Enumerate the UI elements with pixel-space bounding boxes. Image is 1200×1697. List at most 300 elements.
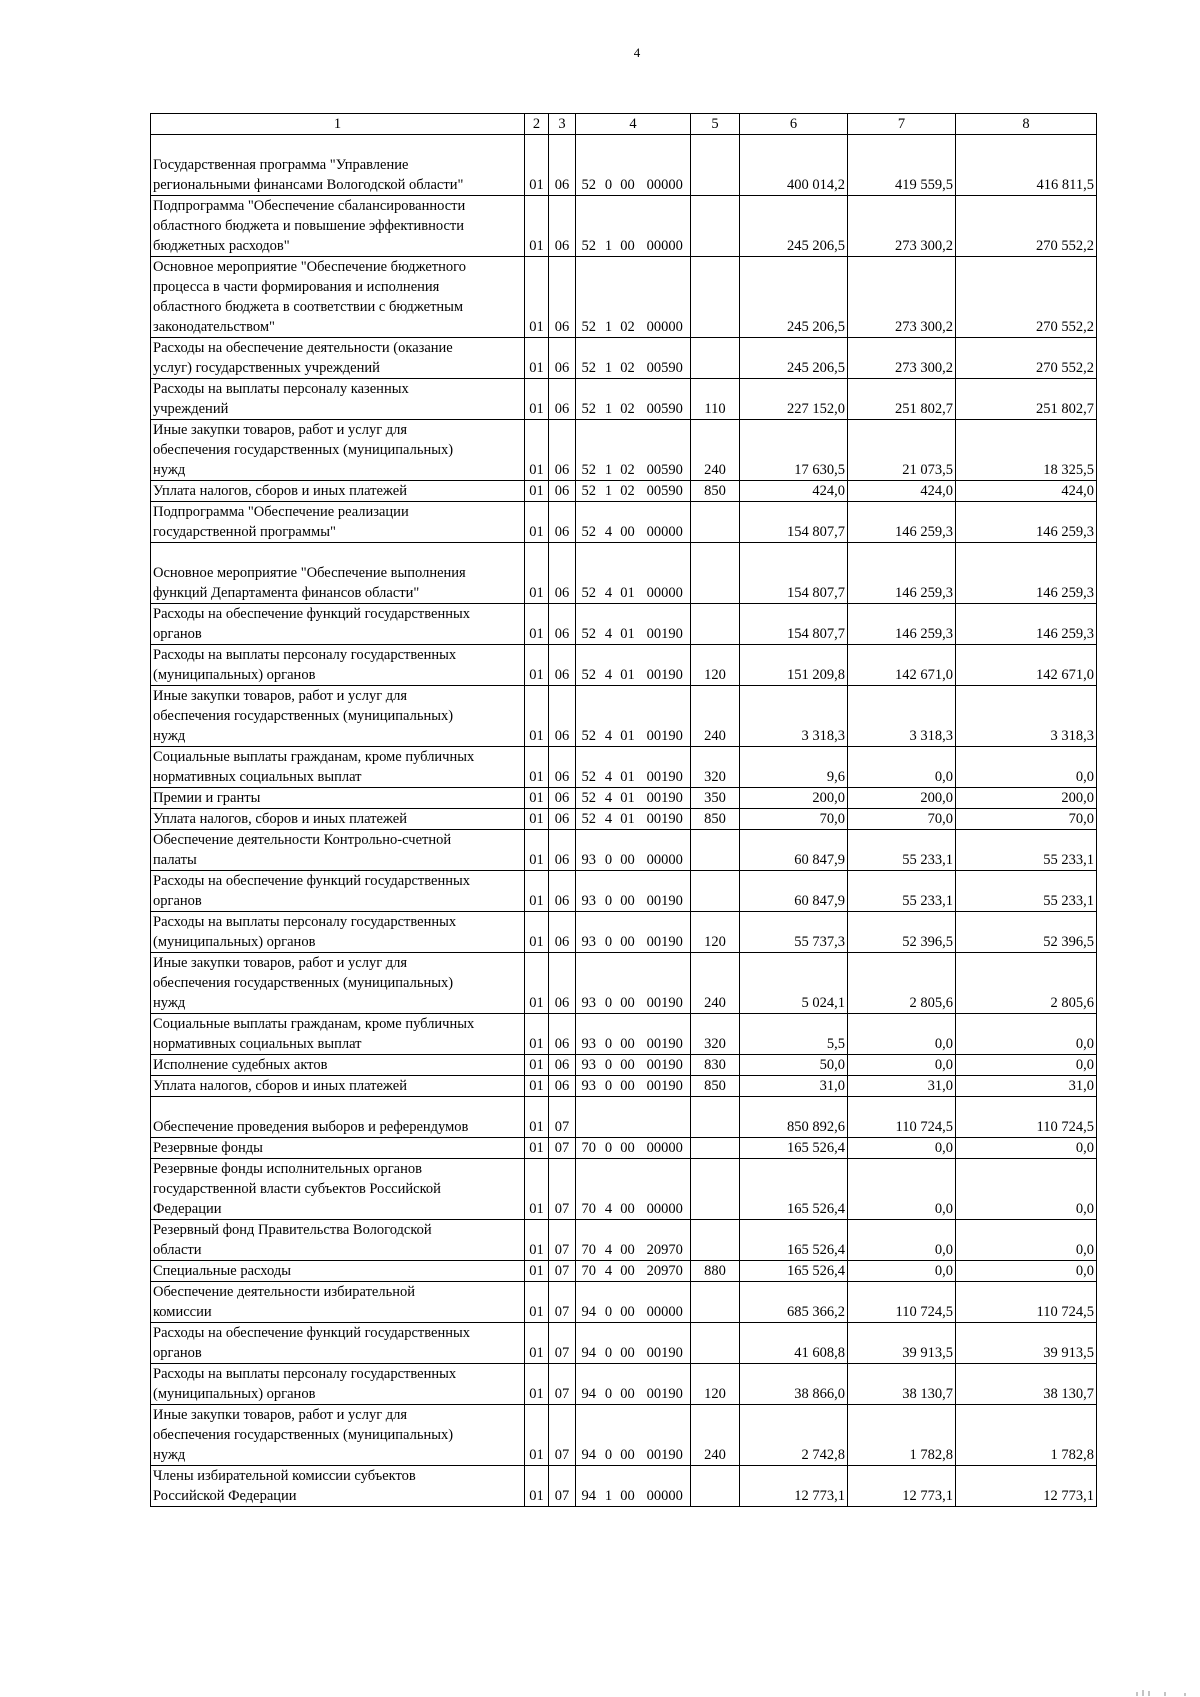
- col-subsection: 06: [549, 830, 576, 871]
- col-amount-7: 200,0: [848, 788, 956, 809]
- col-target-code-part: 94: [576, 1323, 602, 1364]
- row-name: [151, 338, 525, 379]
- col-amount-7: 110 724,5: [848, 1282, 956, 1323]
- col-target-code-part: 93: [576, 953, 602, 1014]
- col-expense-type: 850: [691, 809, 740, 830]
- col-section: 01: [525, 912, 549, 953]
- col-subsection: 06: [549, 1014, 576, 1055]
- col-target-code-part: 00: [616, 1323, 640, 1364]
- col-target-code-part: 4: [602, 686, 616, 747]
- table-row: [151, 420, 1097, 481]
- col-subsection: 06: [549, 196, 576, 257]
- row-name-line: Уплата налогов, сборов и иных платежей: [153, 811, 407, 827]
- col-section: 01: [525, 1076, 549, 1097]
- col-amount-8: 12 773,1: [956, 1466, 1097, 1507]
- col-target-code-part: 00: [616, 1466, 640, 1507]
- col-target-code-part: 52: [576, 379, 602, 420]
- col-target-code-part: 20970: [640, 1220, 691, 1261]
- col-expense-type: 110: [691, 379, 740, 420]
- col-amount-6: 245 206,5: [740, 338, 848, 379]
- col-expense-type: 880: [691, 1261, 740, 1282]
- table-row: [151, 257, 1097, 338]
- col-section: 01: [525, 1159, 549, 1220]
- col-expense-type: [691, 871, 740, 912]
- col-expense-type: [691, 338, 740, 379]
- col-target-code-part: 00190: [640, 1364, 691, 1405]
- row-name-line: Иные закупки товаров, работ и услуг для: [153, 1407, 408, 1423]
- col-target-code-part: 0: [602, 1282, 616, 1323]
- col-target-code-part: 52: [576, 196, 602, 257]
- col-amount-6: 5,5: [740, 1014, 848, 1055]
- col-amount-6: 12 773,1: [740, 1466, 848, 1507]
- table-row: [151, 1076, 1097, 1097]
- row-name-line: функций Департамента финансов области": [153, 585, 420, 601]
- row-name-line: Расходы на выплаты персоналу государственных: [153, 914, 457, 930]
- col-target-code-part: 00190: [640, 788, 691, 809]
- row-name: [151, 1159, 525, 1220]
- col-amount-8: 39 913,5: [956, 1323, 1097, 1364]
- col-subsection: 06: [549, 379, 576, 420]
- col-expense-type: 240: [691, 686, 740, 747]
- row-name-line: (муниципальных) органов: [153, 934, 316, 950]
- col-expense-type: [691, 257, 740, 338]
- row-name-line: Расходы на обеспечение функций государственных: [153, 606, 470, 622]
- row-name-line: государственной программы": [153, 524, 336, 540]
- table-row: [151, 1282, 1097, 1323]
- col-subsection: 06: [549, 686, 576, 747]
- col-target-code-part: 00: [616, 1282, 640, 1323]
- row-name: [151, 1466, 525, 1507]
- col-amount-8: 55 233,1: [956, 871, 1097, 912]
- row-name-line: нужд: [153, 462, 186, 478]
- row-name: [151, 135, 525, 196]
- col-target-code-part: 20970: [640, 1261, 691, 1282]
- row-name: [151, 809, 525, 830]
- col-target-code-part: 00000: [640, 1466, 691, 1507]
- col-target-code-part: 4: [602, 747, 616, 788]
- col-expense-type: [691, 1159, 740, 1220]
- col-amount-8: 110 724,5: [956, 1097, 1097, 1138]
- col-target-code-part: 0: [602, 953, 616, 1014]
- table-row: [151, 809, 1097, 830]
- col-section: 01: [525, 257, 549, 338]
- row-name: [151, 871, 525, 912]
- col-subsection: 06: [549, 502, 576, 543]
- col-subsection: 06: [549, 1055, 576, 1076]
- col-amount-8: 270 552,2: [956, 257, 1097, 338]
- col-subsection: 06: [549, 912, 576, 953]
- col-target-code-part: 00590: [640, 420, 691, 481]
- col-section: 01: [525, 747, 549, 788]
- col-amount-6: 850 892,6: [740, 1097, 848, 1138]
- col-expense-type: [691, 1466, 740, 1507]
- row-name-line: нужд: [153, 728, 186, 744]
- col-target-code-part: 52: [576, 257, 602, 338]
- row-name-line: нужд: [153, 995, 186, 1011]
- col-amount-8: 0,0: [956, 1138, 1097, 1159]
- col-section: 01: [525, 809, 549, 830]
- col-subsection: 07: [549, 1220, 576, 1261]
- col-target-code-part: 70: [576, 1138, 602, 1159]
- row-name-line: Резервный фонд Правительства Вологодской: [153, 1222, 432, 1238]
- table-row: [151, 1405, 1097, 1466]
- col-section: 01: [525, 604, 549, 645]
- row-name: [151, 379, 525, 420]
- col-section: 01: [525, 481, 549, 502]
- col-subsection: 06: [549, 645, 576, 686]
- col-amount-7: 273 300,2: [848, 196, 956, 257]
- row-name-line: Обеспечение деятельности Контрольно-счетной: [153, 832, 452, 848]
- col-amount-7: 146 259,3: [848, 604, 956, 645]
- col-section: 01: [525, 135, 549, 196]
- table-row: [151, 1261, 1097, 1282]
- col-amount-7: 146 259,3: [848, 543, 956, 604]
- table-row: [151, 747, 1097, 788]
- col-subsection: 06: [549, 871, 576, 912]
- col-target-code-part: 52: [576, 747, 602, 788]
- col-amount-7: 12 773,1: [848, 1466, 956, 1507]
- col-expense-type: [691, 830, 740, 871]
- col-target-code-part: 0: [602, 1323, 616, 1364]
- col-amount-8: 0,0: [956, 1159, 1097, 1220]
- col-target-code-part: 0: [602, 1405, 616, 1466]
- col-expense-type: 850: [691, 481, 740, 502]
- col-amount-7: 0,0: [848, 1159, 956, 1220]
- row-name-line: Иные закупки товаров, работ и услуг для: [153, 422, 408, 438]
- col-amount-6: 31,0: [740, 1076, 848, 1097]
- col-target-code-part: 00: [616, 1261, 640, 1282]
- col-amount-7: 424,0: [848, 481, 956, 502]
- col-amount-7: 146 259,3: [848, 502, 956, 543]
- col-target-code-part: 01: [616, 645, 640, 686]
- col-target-code-part: 00: [616, 502, 640, 543]
- col-amount-6: 165 526,4: [740, 1261, 848, 1282]
- col-expense-type: 850: [691, 1076, 740, 1097]
- col-target-code-part: 52: [576, 338, 602, 379]
- col-target-code-part: 0: [602, 1055, 616, 1076]
- row-name-line: Федерации: [153, 1201, 222, 1217]
- col-target-code-part: 00: [616, 1159, 640, 1220]
- col-amount-6: 245 206,5: [740, 196, 848, 257]
- col-target-code-part: 0: [602, 912, 616, 953]
- col-subsection: 07: [549, 1323, 576, 1364]
- col-target-code-part: 00: [616, 1364, 640, 1405]
- row-name-line: органов: [153, 626, 202, 642]
- col-target-code-part: 00: [616, 1055, 640, 1076]
- row-name-line: региональными финансами Вологодской области": [153, 177, 464, 193]
- col-target-code-part: 01: [616, 686, 640, 747]
- col-amount-7: 70,0: [848, 809, 956, 830]
- col-target-code-part: 00190: [640, 686, 691, 747]
- col-amount-8: 0,0: [956, 1055, 1097, 1076]
- col-target-code-part: [602, 1097, 616, 1138]
- row-name: [151, 1282, 525, 1323]
- col-section: 01: [525, 1055, 549, 1076]
- table-row: [151, 686, 1097, 747]
- row-name-line: Расходы на выплаты персоналу государственных: [153, 647, 457, 663]
- col-target-code-part: 02: [616, 338, 640, 379]
- col-amount-8: 270 552,2: [956, 196, 1097, 257]
- col-target-code-part: 4: [602, 1261, 616, 1282]
- col-expense-type: 350: [691, 788, 740, 809]
- col-target-code-part: 00000: [640, 257, 691, 338]
- row-name-line: Обеспечение проведения выборов и референдумов: [153, 1119, 469, 1135]
- col-amount-6: 2 742,8: [740, 1405, 848, 1466]
- col-target-code-part: 00000: [640, 1138, 691, 1159]
- col-expense-type: [691, 1220, 740, 1261]
- col-amount-6: 17 630,5: [740, 420, 848, 481]
- row-name-line: Социальные выплаты гражданам, кроме публичных: [153, 749, 475, 765]
- col-amount-8: 0,0: [956, 747, 1097, 788]
- row-name-line: [153, 1097, 522, 1117]
- col-target-code-part: 01: [616, 747, 640, 788]
- col-amount-7: 2 805,6: [848, 953, 956, 1014]
- col-target-code-part: 4: [602, 788, 616, 809]
- row-name-line: процесса в части формирования и исполнения: [153, 279, 440, 295]
- col-amount-8: 70,0: [956, 809, 1097, 830]
- col-target-code-part: 94: [576, 1466, 602, 1507]
- row-name-line: Подпрограмма "Обеспечение реализации: [153, 504, 409, 520]
- col-target-code-part: 52: [576, 543, 602, 604]
- col-subsection: 06: [549, 543, 576, 604]
- col-target-code-part: 52: [576, 420, 602, 481]
- table-row: [151, 196, 1097, 257]
- col-target-code-part: 00190: [640, 1014, 691, 1055]
- table-row: [151, 1364, 1097, 1405]
- col-amount-6: 685 366,2: [740, 1282, 848, 1323]
- col-expense-type: 120: [691, 645, 740, 686]
- header-col-7: 7: [848, 114, 956, 135]
- col-target-code-part: 4: [602, 1220, 616, 1261]
- col-amount-7: 0,0: [848, 1055, 956, 1076]
- col-subsection: 07: [549, 1364, 576, 1405]
- col-target-code-part: 01: [616, 604, 640, 645]
- row-name: [151, 196, 525, 257]
- col-amount-7: 55 233,1: [848, 830, 956, 871]
- col-target-code-part: 52: [576, 809, 602, 830]
- col-amount-6: 165 526,4: [740, 1220, 848, 1261]
- col-section: 01: [525, 1220, 549, 1261]
- row-name-line: Резервные фонды исполнительных органов: [153, 1161, 422, 1177]
- col-target-code-part: 70: [576, 1159, 602, 1220]
- row-name-line: нужд: [153, 1447, 186, 1463]
- row-name-line: Расходы на обеспечение функций государственных: [153, 1325, 470, 1341]
- col-section: 01: [525, 953, 549, 1014]
- row-name-line: областного бюджета в соответствии с бюджетным: [153, 299, 464, 315]
- table-row: [151, 379, 1097, 420]
- col-expense-type: [691, 543, 740, 604]
- col-amount-6: 154 807,7: [740, 604, 848, 645]
- col-amount-8: 1 782,8: [956, 1405, 1097, 1466]
- col-amount-7: 0,0: [848, 1261, 956, 1282]
- col-amount-8: 18 325,5: [956, 420, 1097, 481]
- col-target-code-part: 00590: [640, 481, 691, 502]
- col-amount-6: 70,0: [740, 809, 848, 830]
- row-name-line: [153, 135, 522, 155]
- col-subsection: 07: [549, 1097, 576, 1138]
- col-target-code-part: 1: [602, 481, 616, 502]
- header-col-1: 1: [151, 114, 525, 135]
- col-subsection: 06: [549, 481, 576, 502]
- col-amount-6: 154 807,7: [740, 502, 848, 543]
- col-target-code-part: 0: [602, 1364, 616, 1405]
- col-target-code-part: 00: [616, 196, 640, 257]
- row-name: [151, 502, 525, 543]
- header-col-2: 2: [525, 114, 549, 135]
- row-name: [151, 1055, 525, 1076]
- row-name-line: области: [153, 1242, 202, 1258]
- col-target-code-part: 0: [602, 1076, 616, 1097]
- row-name: [151, 1323, 525, 1364]
- col-amount-6: 5 024,1: [740, 953, 848, 1014]
- row-name: [151, 747, 525, 788]
- row-name-line: Подпрограмма "Обеспечение сбалансированности: [153, 198, 466, 214]
- col-target-code-part: 93: [576, 912, 602, 953]
- row-name-line: палаты: [153, 852, 197, 868]
- row-name-line: [153, 543, 522, 563]
- col-target-code-part: 00: [616, 1014, 640, 1055]
- col-amount-7: 110 724,5: [848, 1097, 956, 1138]
- row-name-line: (муниципальных) органов: [153, 1386, 316, 1402]
- row-name: [151, 604, 525, 645]
- col-target-code-part: 4: [602, 502, 616, 543]
- table-row: [151, 338, 1097, 379]
- col-amount-7: 3 318,3: [848, 686, 956, 747]
- col-expense-type: 830: [691, 1055, 740, 1076]
- col-target-code-part: 00: [616, 1405, 640, 1466]
- col-target-code-part: 01: [616, 788, 640, 809]
- col-target-code-part: 70: [576, 1220, 602, 1261]
- col-target-code-part: 0: [602, 1014, 616, 1055]
- row-name-line: Резервные фонды: [153, 1140, 263, 1156]
- col-amount-8: 200,0: [956, 788, 1097, 809]
- row-name: [151, 645, 525, 686]
- col-target-code-part: 02: [616, 379, 640, 420]
- col-amount-7: 0,0: [848, 1220, 956, 1261]
- row-name-line: Иные закупки товаров, работ и услуг для: [153, 955, 408, 971]
- row-name: [151, 420, 525, 481]
- row-name-line: обеспечения государственных (муниципальных): [153, 1427, 454, 1443]
- col-target-code-part: 1: [602, 420, 616, 481]
- col-amount-7: 251 802,7: [848, 379, 956, 420]
- col-expense-type: [691, 135, 740, 196]
- col-amount-8: 146 259,3: [956, 543, 1097, 604]
- col-target-code-part: 94: [576, 1364, 602, 1405]
- col-expense-type: [691, 1138, 740, 1159]
- col-amount-6: 38 866,0: [740, 1364, 848, 1405]
- col-amount-7: 0,0: [848, 747, 956, 788]
- page-number: 4: [633, 45, 641, 60]
- row-name-line: государственной власти субъектов Российской: [153, 1181, 441, 1197]
- col-amount-7: 39 913,5: [848, 1323, 956, 1364]
- table-row: [151, 912, 1097, 953]
- row-name-line: Специальные расходы: [153, 1263, 291, 1279]
- col-target-code-part: 00590: [640, 338, 691, 379]
- col-amount-8: 0,0: [956, 1220, 1097, 1261]
- col-amount-6: 154 807,7: [740, 543, 848, 604]
- col-expense-type: [691, 196, 740, 257]
- col-target-code-part: 00000: [640, 135, 691, 196]
- col-expense-type: [691, 604, 740, 645]
- col-section: 01: [525, 1364, 549, 1405]
- row-name-line: органов: [153, 893, 202, 909]
- col-amount-6: 245 206,5: [740, 257, 848, 338]
- col-amount-7: 31,0: [848, 1076, 956, 1097]
- col-amount-6: 165 526,4: [740, 1138, 848, 1159]
- row-name-line: Расходы на обеспечение деятельности (оказание: [153, 340, 453, 356]
- col-amount-6: 41 608,8: [740, 1323, 848, 1364]
- col-section: 01: [525, 1405, 549, 1466]
- table-row: [151, 1097, 1097, 1138]
- row-name-line: услуг) государственных учреждений: [153, 360, 380, 376]
- header-col-3: 3: [549, 114, 576, 135]
- col-section: 01: [525, 1014, 549, 1055]
- col-section: 01: [525, 1097, 549, 1138]
- col-target-code-part: 00190: [640, 953, 691, 1014]
- col-subsection: 06: [549, 747, 576, 788]
- col-amount-7: 0,0: [848, 1138, 956, 1159]
- col-subsection: 06: [549, 135, 576, 196]
- budget-table: [150, 113, 1097, 1507]
- row-name-line: комиссии: [153, 1304, 212, 1320]
- row-name-line: Расходы на обеспечение функций государственных: [153, 873, 470, 889]
- col-section: 01: [525, 502, 549, 543]
- col-amount-8: 251 802,7: [956, 379, 1097, 420]
- row-name-line: органов: [153, 1345, 202, 1361]
- col-section: 01: [525, 1323, 549, 1364]
- table-row: [151, 871, 1097, 912]
- col-amount-7: 52 396,5: [848, 912, 956, 953]
- col-target-code-part: 00000: [640, 1282, 691, 1323]
- col-target-code-part: 52: [576, 788, 602, 809]
- col-target-code-part: 52: [576, 481, 602, 502]
- row-name-line: Основное мероприятие "Обеспечение бюджетного: [153, 259, 466, 275]
- col-amount-8: 0,0: [956, 1261, 1097, 1282]
- col-amount-7: 273 300,2: [848, 257, 956, 338]
- col-target-code-part: 00190: [640, 1055, 691, 1076]
- col-section: 01: [525, 338, 549, 379]
- col-target-code-part: 4: [602, 1159, 616, 1220]
- col-section: 01: [525, 686, 549, 747]
- table-row: [151, 1014, 1097, 1055]
- row-name-line: Российской Федерации: [153, 1488, 297, 1504]
- row-name-line: (муниципальных) органов: [153, 667, 316, 683]
- col-target-code-part: 52: [576, 645, 602, 686]
- col-subsection: 07: [549, 1261, 576, 1282]
- col-target-code-part: 02: [616, 481, 640, 502]
- col-target-code-part: 00000: [640, 1159, 691, 1220]
- col-section: 01: [525, 1282, 549, 1323]
- col-target-code-part: 00190: [640, 1323, 691, 1364]
- col-amount-6: 55 737,3: [740, 912, 848, 953]
- col-target-code-part: 93: [576, 1076, 602, 1097]
- col-amount-8: 270 552,2: [956, 338, 1097, 379]
- row-name-line: нормативных социальных выплат: [153, 769, 362, 785]
- row-name-line: законодательством": [153, 319, 275, 335]
- col-amount-7: 142 671,0: [848, 645, 956, 686]
- col-subsection: 07: [549, 1159, 576, 1220]
- row-name: [151, 912, 525, 953]
- row-name: [151, 1138, 525, 1159]
- col-section: 01: [525, 1261, 549, 1282]
- row-name: [151, 788, 525, 809]
- row-name-line: Премии и гранты: [153, 790, 261, 806]
- col-target-code-part: 02: [616, 257, 640, 338]
- row-name-line: обеспечения государственных (муниципальных): [153, 975, 454, 991]
- table-row: [151, 481, 1097, 502]
- col-target-code-part: 00000: [640, 196, 691, 257]
- row-name: [151, 257, 525, 338]
